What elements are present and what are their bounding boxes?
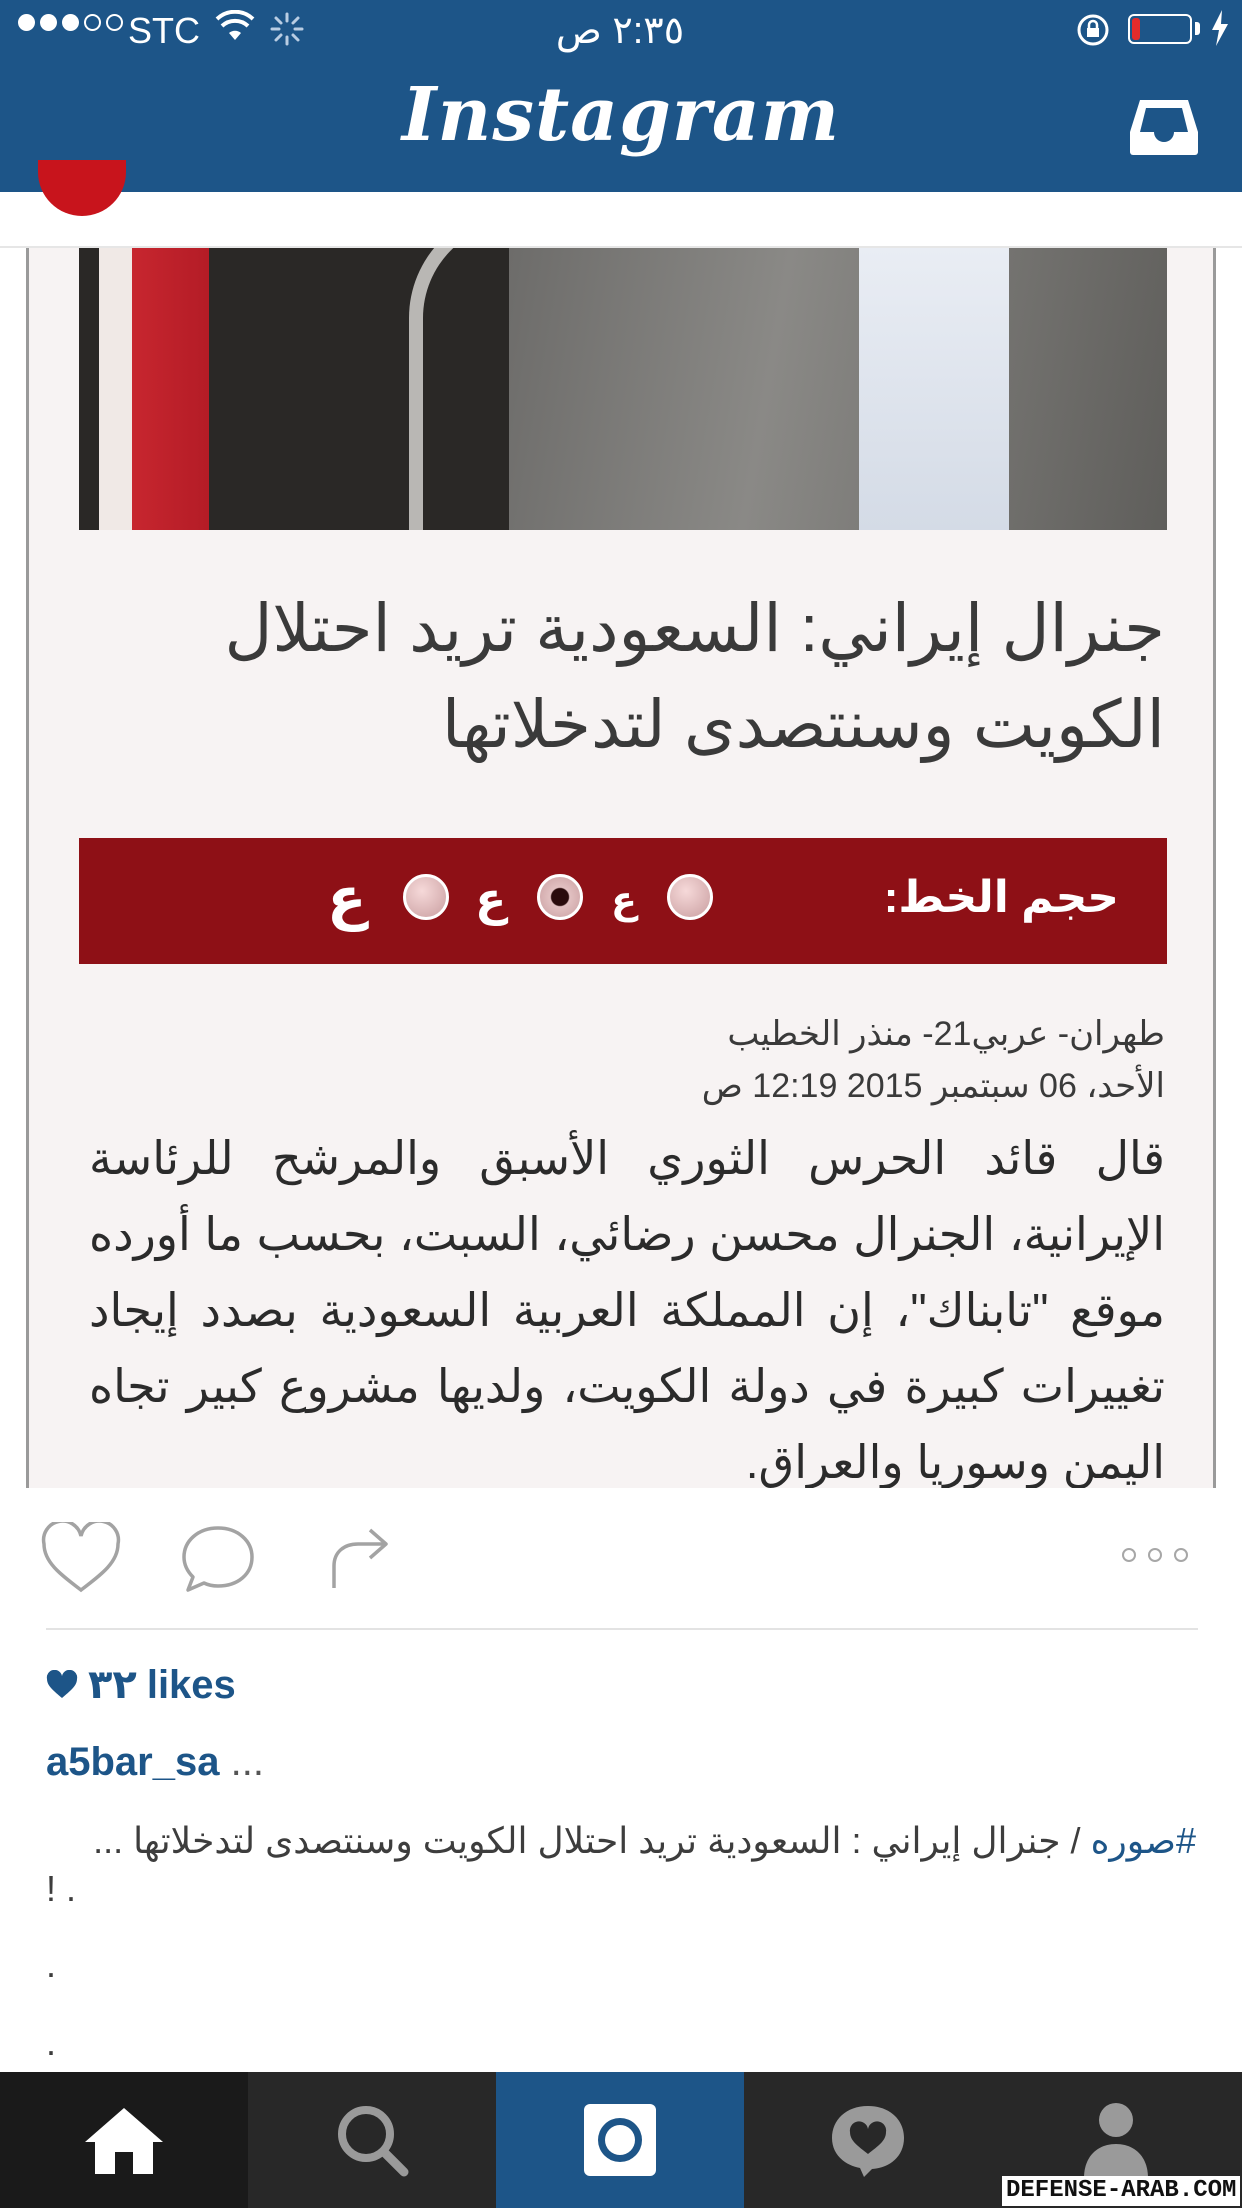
font-size-label: حجم الخط:: [883, 873, 1119, 922]
clock: ٢:٣٥ ص: [555, 10, 685, 52]
likes-number: ٣٢: [88, 1663, 137, 1707]
suit-graphic: [509, 248, 1167, 530]
likes-count[interactable]: [46, 1662, 236, 1708]
tab-activity[interactable]: [744, 2072, 992, 2208]
avatar[interactable]: [38, 160, 126, 216]
charging-bolt-icon: [1210, 10, 1230, 46]
activity-spinner-icon: [270, 12, 304, 46]
font-size-medium-glyph: ع: [475, 873, 507, 925]
likes-label: likes: [146, 1662, 236, 1707]
activity-heart-icon: [828, 2102, 908, 2178]
byline-date: الأحد، 06 سبتمبر 2015 12:19 ص: [701, 1067, 1165, 1105]
app-logo: Instagram: [401, 72, 841, 158]
tab-camera[interactable]: [496, 2072, 744, 2208]
caption-text: / جنرال إيراني : السعودية تريد احتلال الكويت وسنتصدى لتدخلاتها ...: [93, 1820, 1091, 1861]
camera-icon: [580, 2100, 660, 2180]
carrier-name: STC: [128, 10, 200, 51]
wifi-icon: [215, 10, 255, 44]
author-username[interactable]: [46, 1740, 264, 1785]
byline-source: طهران- عربي21- منذر الخطيب: [727, 1015, 1165, 1053]
battery-cap: [1195, 22, 1200, 35]
post-image[interactable]: [26, 248, 1216, 1488]
font-size-medium-radio[interactable]: [537, 874, 583, 920]
caption-dot-2: .: [46, 2022, 57, 2063]
inbox-tray-icon[interactable]: [1128, 98, 1200, 156]
news-headline: جنرال إيراني: السعودية تريد احتلال الكويت وسنتصدى لتدخلاتها: [224, 591, 1165, 761]
profile-icon: [1080, 2100, 1152, 2180]
search-icon: [334, 2102, 410, 2178]
share-arrow-icon[interactable]: [326, 1522, 392, 1592]
news-body: قال قائد الحرس الثوري الأسبق والمرشح للرئاسة الإيرانية، الجنرال محسن رضائي، السبت، بحسب ما أورده موقع "تابناك"، إن المملكة العربية السعودية بصدد إيجاد تغييرات كبيرة في دولة الكويت، ولديها مشروع كبير تجاه اليمن وسوريا والعراق.: [89, 1132, 1165, 1488]
flag-graphic: [99, 248, 209, 530]
rotation-lock-icon: [1076, 13, 1110, 47]
font-size-small-glyph: ع: [611, 880, 637, 922]
font-size-small-radio[interactable]: [667, 874, 713, 920]
font-size-large-radio[interactable]: [403, 874, 449, 920]
signal-strength-icon: [18, 14, 123, 31]
caption-line2: ! .: [46, 1868, 77, 1909]
caption-hashtag[interactable]: #صوره: [1090, 1820, 1196, 1861]
tab-search[interactable]: [248, 2072, 496, 2208]
heart-filled-icon: [46, 1670, 78, 1700]
watermark: DEFENSE-ARAB.COM: [1002, 2176, 1240, 2206]
status-bar: [0, 0, 1242, 60]
caption-dot-1: .: [46, 1944, 57, 1985]
news-photo: [79, 248, 1167, 530]
font-size-large-glyph: ع: [327, 866, 367, 931]
news-byline: [89, 1008, 1165, 1112]
heart-outline-icon[interactable]: [40, 1522, 122, 1594]
battery-icon: [1128, 14, 1192, 44]
home-icon: [81, 2104, 167, 2176]
username-link[interactable]: a5bar_sa: [46, 1740, 220, 1784]
font-size-bar: [79, 838, 1167, 964]
shirt-graphic: [859, 248, 1009, 530]
three-dots-icon[interactable]: [1122, 1548, 1188, 1562]
caption: [46, 1814, 1196, 1868]
tab-home[interactable]: [0, 2072, 248, 2208]
speech-bubble-icon[interactable]: [180, 1524, 256, 1596]
actions-divider: [46, 1628, 1198, 1630]
username-more: ...: [230, 1740, 264, 1784]
